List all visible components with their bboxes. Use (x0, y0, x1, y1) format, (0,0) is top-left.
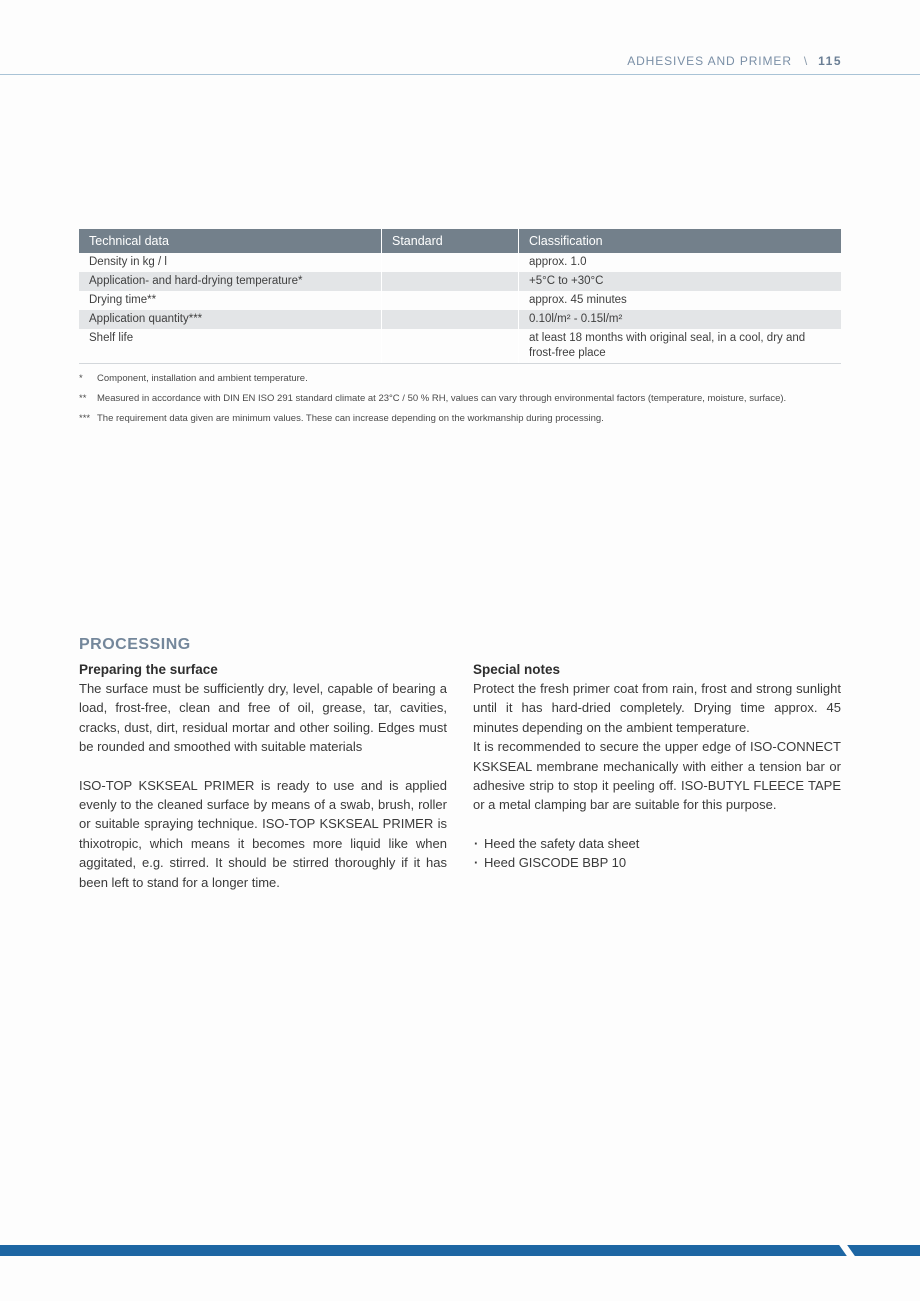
row-value: 0.10l/m² - 0.15l/m² (519, 310, 842, 329)
table-row (79, 253, 841, 272)
row-standard (382, 310, 519, 329)
footer-bar (0, 1245, 920, 1256)
row-value: approx. 1.0 (519, 253, 842, 272)
table-row (79, 272, 841, 291)
row-label: Application quantity*** (79, 310, 382, 329)
column-header-technical-data: Technical data (79, 229, 382, 253)
footnote-text: The requirement data given are minimum values. These can increase depending on the workmanship during processing. (97, 413, 604, 424)
application-paragraph: ISO-TOP KSKSEAL PRIMER is ready to use and is applied evenly to the cleaned surface by means of a swab, brush, roller or suitable spraying technique. ISO-TOP KSKSEAL PRIMER is thixotropic, which means it becomes more liquid like when aggitated, e.g. stirred. It should be stirred thoroughly if it has been left to stand for a longer time. (79, 777, 447, 890)
paragraph-spacer (473, 815, 841, 834)
footnote (79, 392, 841, 405)
footnote-mark: * (79, 373, 83, 384)
row-standard (382, 253, 519, 272)
header-separator: \ (803, 54, 809, 68)
footnote-text: Component, installation and ambient temperature. (97, 373, 308, 384)
row-standard (382, 272, 519, 291)
footnote-mark: *** (79, 413, 91, 424)
notes-bullet-list (473, 834, 841, 873)
technical-data-table (79, 229, 841, 364)
column-header-standard: Standard (382, 229, 519, 253)
processing-title: PROCESSING (79, 636, 191, 653)
special-notes-heading: Special notes (473, 662, 561, 677)
table-header-row (79, 229, 841, 253)
row-label: Density in kg / l (89, 256, 167, 268)
paragraph-spacer (79, 757, 447, 776)
header-section-title: ADHESIVES AND PRIMER (627, 54, 792, 68)
table-row (79, 329, 841, 364)
preparing-surface-column (79, 660, 447, 892)
column-header-classification: Classification (519, 229, 842, 253)
footnote-text: Measured in accordance with DIN EN ISO 291 standard climate at 23°C / 50 % RH, values can vary through environmental factors (temperature, moisture, surface). (97, 393, 787, 404)
list-item: · Heed the safety data sheet (473, 834, 841, 853)
row-label: Drying time** (89, 294, 157, 306)
preparing-surface-paragraph: The surface must be sufficiently dry, level, capable of bearing a load, frost-free, clean and free of oil, grease, tar, cavities, cracks, dust, dirt, residual mortar and other soiling. Edges must be rounded and smoothed with suitable materials (79, 681, 447, 755)
table-row (79, 291, 841, 310)
list-item: · Heed GISCODE BBP 10 (473, 853, 841, 872)
running-header (627, 54, 842, 68)
preparing-surface-heading: Preparing the surface (79, 662, 218, 677)
row-value: at least 18 months with original seal, in a cool, dry and frost-free place (519, 329, 842, 364)
row-standard (382, 329, 519, 364)
row-standard (382, 291, 519, 310)
page-number: 115 (818, 54, 842, 68)
header-divider (0, 74, 920, 75)
row-value: +5°C to +30°C (519, 272, 842, 291)
footnote-mark: ** (79, 393, 87, 404)
special-notes-paragraph: Protect the fresh primer coat from rain, frost and strong sunlight until it has hard-dried completely. Drying time approx. 45 minutes depending on the ambient temperature. (473, 681, 841, 735)
row-label: Application- and hard-drying temperature* (79, 272, 382, 291)
table-row (79, 310, 841, 329)
footnote (79, 372, 841, 385)
footnotes (79, 372, 841, 432)
row-value: approx. 45 minutes (519, 291, 842, 310)
footnote (79, 412, 841, 425)
securing-paragraph: It is recommended to secure the upper edge of ISO-CONNECT KSKSEAL membrane mechanically with either a tension bar or adhesive strip to stop it peeling off. ISO-BUTYL FLEECE TAPE or a metal clamping bar are suitable for this purpose. (473, 739, 841, 813)
special-notes-column (473, 660, 841, 873)
row-label: Shelf life (79, 329, 382, 364)
